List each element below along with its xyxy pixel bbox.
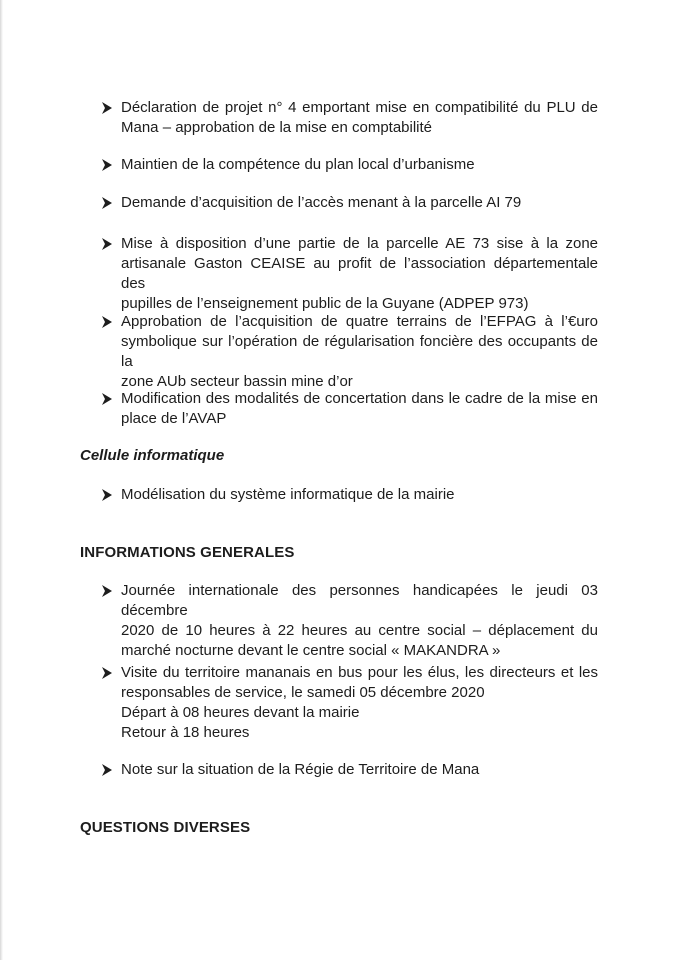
- list-item: [100, 312, 598, 392]
- list-item-text: [121, 485, 598, 505]
- list-item: [100, 581, 598, 661]
- arrowhead-bullet-icon: [100, 389, 114, 409]
- list-item-text: [121, 663, 598, 743]
- text-line: Mana – approbation de la mise en comptabilité: [121, 119, 433, 136]
- arrowhead-bullet-icon: [100, 485, 114, 505]
- list-item-text: [121, 234, 598, 314]
- arrowhead-bullet-icon: [100, 234, 114, 254]
- section-heading-informations-generales: INFORMATIONS GENERALES: [80, 544, 295, 561]
- text-line: symbolique sur l’opération de régularisation foncière des occupants de la: [121, 333, 598, 370]
- text-line: Départ à 08 heures devant la mairie: [121, 704, 360, 721]
- list-item: [100, 760, 598, 780]
- list-item-text: [121, 193, 598, 213]
- page-edge-shadow: [0, 0, 3, 960]
- text-line: Modification des modalités de concertation dans le cadre de la mise en: [121, 390, 598, 407]
- text-line: Maintien de la compétence du plan local d’urbanisme: [121, 156, 475, 173]
- arrowhead-bullet-icon: [100, 193, 114, 213]
- text-line: Modélisation du système informatique de la mairie: [121, 486, 455, 503]
- text-line: 2020 de 10 heures à 22 heures au centre social – déplacement du: [121, 622, 598, 639]
- list-item: [100, 389, 598, 429]
- list-item-text: [121, 155, 598, 175]
- list-item-text: [121, 760, 598, 780]
- text-line: artisanale Gaston CEAISE au profit de l’association départementale des: [121, 255, 598, 292]
- list-item-text: [121, 389, 598, 429]
- text-line: responsables de service, le samedi 05 décembre 2020: [121, 684, 485, 701]
- arrowhead-bullet-icon: [100, 581, 114, 601]
- arrowhead-bullet-icon: [100, 760, 114, 780]
- text-line: Mise à disposition d’une partie de la parcelle AE 73 sise à la zone: [121, 235, 598, 252]
- section-heading-cellule-informatique: Cellule informatique: [80, 447, 225, 464]
- list-item: [100, 193, 598, 213]
- text-line: Note sur la situation de la Régie de Territoire de Mana: [121, 761, 480, 778]
- arrowhead-bullet-icon: [100, 98, 114, 118]
- arrowhead-bullet-icon: [100, 155, 114, 175]
- text-line: Approbation de l’acquisition de quatre terrains de l’EFPAG à l’€uro: [121, 313, 598, 330]
- text-line: marché nocturne devant le centre social « MAKANDRA »: [121, 642, 501, 659]
- text-line: Déclaration de projet n° 4 emportant mise en compatibilité du PLU de: [121, 99, 598, 116]
- text-line: place de l’AVAP: [121, 410, 227, 427]
- arrowhead-bullet-icon: [100, 663, 114, 683]
- text-line: pupilles de l’enseignement public de la Guyane (ADPEP 973): [121, 295, 529, 312]
- list-item-text: [121, 581, 598, 661]
- text-line: Journée internationale des personnes handicapées le jeudi 03 décembre: [121, 582, 598, 619]
- text-line: zone AUb secteur bassin mine d’or: [121, 373, 353, 390]
- list-item-text: [121, 312, 598, 392]
- list-item: [100, 663, 598, 743]
- list-item-text: [121, 98, 598, 138]
- text-line: Retour à 18 heures: [121, 724, 250, 741]
- list-item: [100, 234, 598, 314]
- section-heading-questions-diverses: QUESTIONS DIVERSES: [80, 819, 251, 836]
- text-line: Demande d’acquisition de l’accès menant à la parcelle AI 79: [121, 194, 522, 211]
- arrowhead-bullet-icon: [100, 312, 114, 332]
- list-item: [100, 485, 598, 505]
- text-line: Visite du territoire mananais en bus pour les élus, les directeurs et les: [121, 664, 598, 681]
- list-item: [100, 155, 598, 175]
- list-item: [100, 98, 598, 138]
